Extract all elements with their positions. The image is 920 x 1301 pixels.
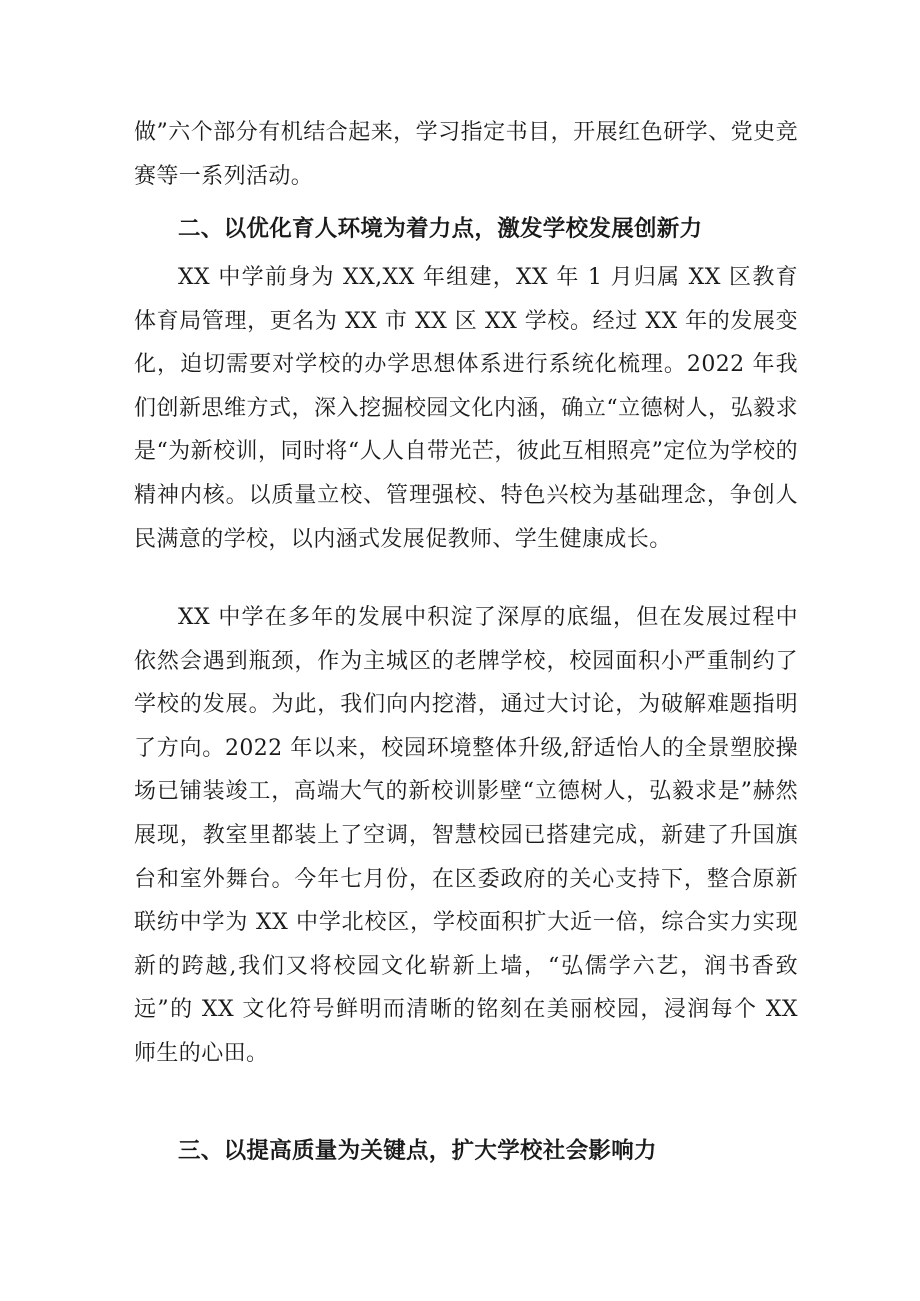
intro-paragraph: 做”六个部分有机结合起来，学习指定书目，开展红色研学、党史竞赛等一系列活动。 [134, 120, 798, 189]
section-heading-3: 三、以提高质量为关键点，扩大学校社会影响力 [178, 1138, 657, 1164]
school-history-paragraph: XX 中学前身为 XX,XX 年组建，XX 年 1 月归属 XX 区教育体育局管理，更名为 XX 市 XX 区 XX 学校。经过 XX 年的发展变化，迫切需要对学校的办学思想体系进行系统化梳理。2022 年我们创新思维方式，深入挖掘校园文化内涵，确立“立德树人，弘毅求是“为新校训，同时将“人人自带光芒，彼此互相照亮”定位为学校的精神内核。以质量立校、管理强校、特色兴校为基础理念，争创人民满意的学校，以内涵式发展促教师、学生健康成长。 [134, 265, 798, 552]
section-heading-2: 二、以优化育人环境为着力点，激发学校发展创新力 [178, 216, 703, 242]
campus-environment-paragraph: XX 中学在多年的发展中积淀了深厚的底缊，但在发展过程中依然会遇到瓶颈，作为主城区的老牌学校，校园面积小严重制约了学校的发展。为此，我们向内挖潜，通过大讨论，为破解难题指明了方向。2022 年以来，校园环境整体升级,舒适怡人的全景塑胶操场已铺装竣工，高端大气的新校训影壁“立德树人，弘毅求是”赫然展现，教室里都装上了空调，智慧校园已搭建完成，新建了升国旗台和室外舞台。今年七月份，在区委政府的关心支持下，整合原新联纺中学为 XX 中学北校区，学校面积扩大近一倍，综合实力实现新的跨越,我们又将校园文化崭新上墙，“弘儒学六艺，润书香致远”的 XX 文化符号鲜明而清晰的铭刻在美丽校园，浸润每个 XX 师生的心田。 [134, 605, 798, 1066]
